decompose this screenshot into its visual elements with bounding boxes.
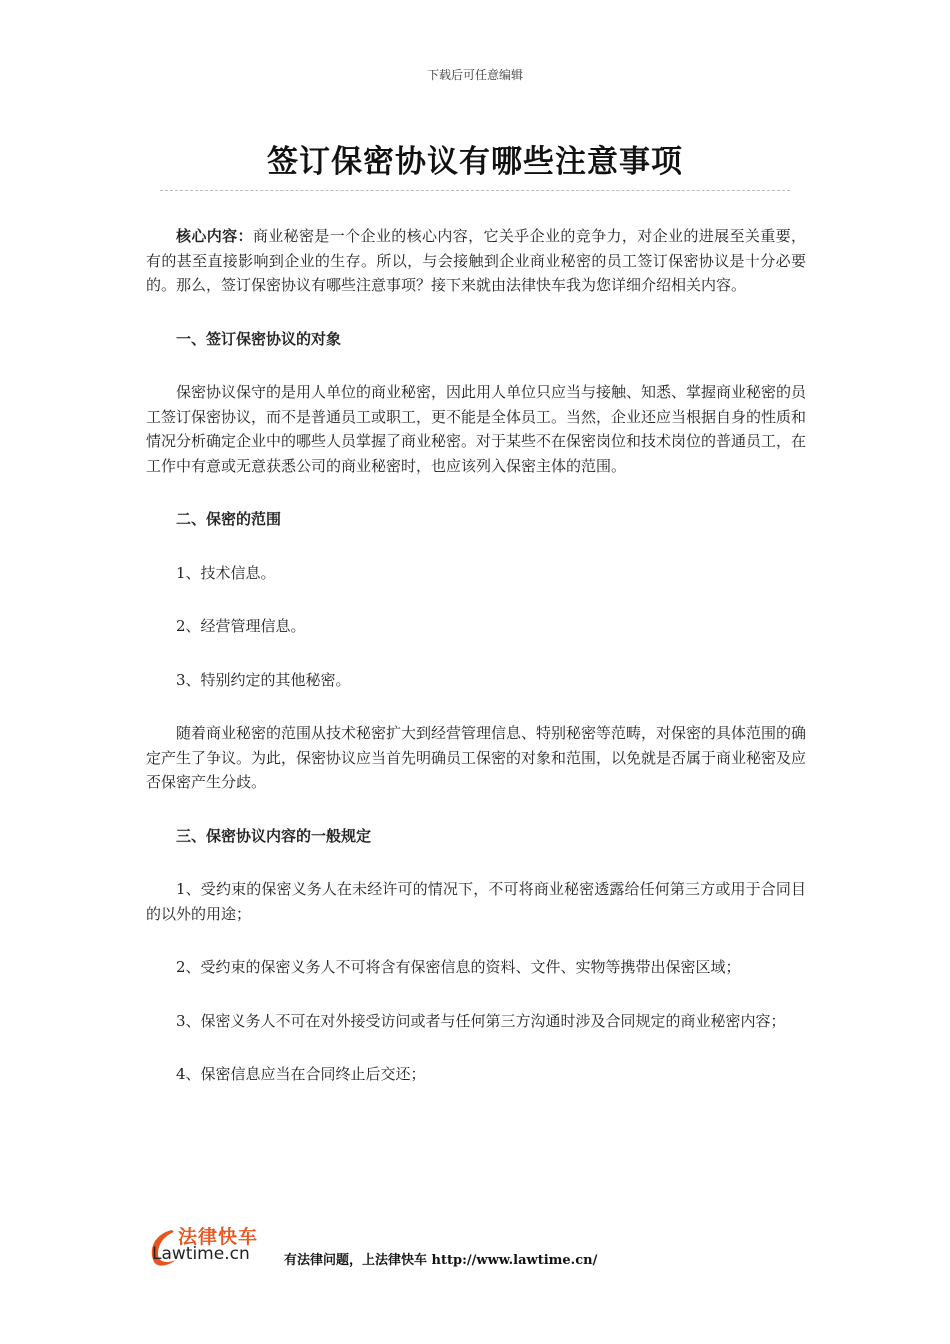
footer-slogan: 有法律问题，上法律快车 http://www.lawtime.cn/ (284, 1253, 598, 1268)
lawtime-logo[interactable] (146, 1222, 282, 1270)
list-item: 4、保密信息应当在合同终止后交还； (176, 1065, 426, 1083)
section-heading: 三、保密协议内容的一般规定 (176, 826, 372, 845)
body-paragraph: 保密协议保守的是用人单位的商业秘密，因此用人单位只应当与接触、知悉、掌握商业秘密的员工签订保密协议，而不是普通员工或职工，更不能是全体员工。当然，企业还应当根据自身的性质和情况分析确定企业中的哪些人员掌握了商业秘密。对于某些不在保密岗位和技术岗位的普通员工，在工作中有意或无意获悉公司的商业秘密时，也应该列入保密主体的范围。 (146, 383, 807, 475)
intro-text: 商业秘密是一个企业的核心内容，它关乎企业的竞争力，对企业的进展至关重要，有的甚至直接影响到企业的生存。所以，与会接触到企业商业秘密的员工签订保密协议是十分必要的。那么，签订保密协议有哪些注意事项？接下来就由法律快车我为您详细介绍相关内容。 (146, 227, 806, 294)
list-item: 3、保密义务人不可在对外接受访问或者与任何第三方沟通时涉及合同规定的商业秘密内容； (176, 1011, 786, 1030)
section-heading: 一、签订保密协议的对象 (176, 329, 342, 348)
list-item: 1、技术信息。 (176, 563, 276, 582)
section-heading: 二、保密的范围 (176, 510, 282, 528)
list-item: 1、受约束的保密义务人在未经许可的情况下，不可将商业秘密透露给任何第三方或用于合同目的以外的用途； (146, 880, 806, 923)
intro-label: 核心内容： (176, 227, 253, 245)
logo-english-text: Lawtime.cn (152, 1244, 250, 1264)
header-note: 下载后可任意编辑 (426, 68, 523, 82)
list-item: 2、经营管理信息。 (176, 617, 306, 635)
list-item: 2、受约束的保密义务人不可将含有保密信息的资料、文件、实物等携带出保密区域； (176, 958, 741, 976)
intro-paragraph (146, 224, 806, 298)
document-title: 签订保密协议有哪些注意事项 (267, 144, 683, 180)
body-paragraph: 随着商业秘密的范围从技术秘密扩大到经营管理信息、特别秘密等范畴，对保密的具体范围的确定产生了争议。为此，保密协议应当首先明确员工保密的对象和范围，以免就是否属于商业秘密及应否保密产生分歧。 (146, 724, 807, 791)
list-item: 3、特别约定的其他秘密。 (176, 670, 351, 689)
document-body (146, 224, 806, 1087)
logo-chinese-text: 法律快车 (178, 1226, 259, 1248)
title-divider (160, 190, 790, 191)
footer (146, 1222, 806, 1270)
